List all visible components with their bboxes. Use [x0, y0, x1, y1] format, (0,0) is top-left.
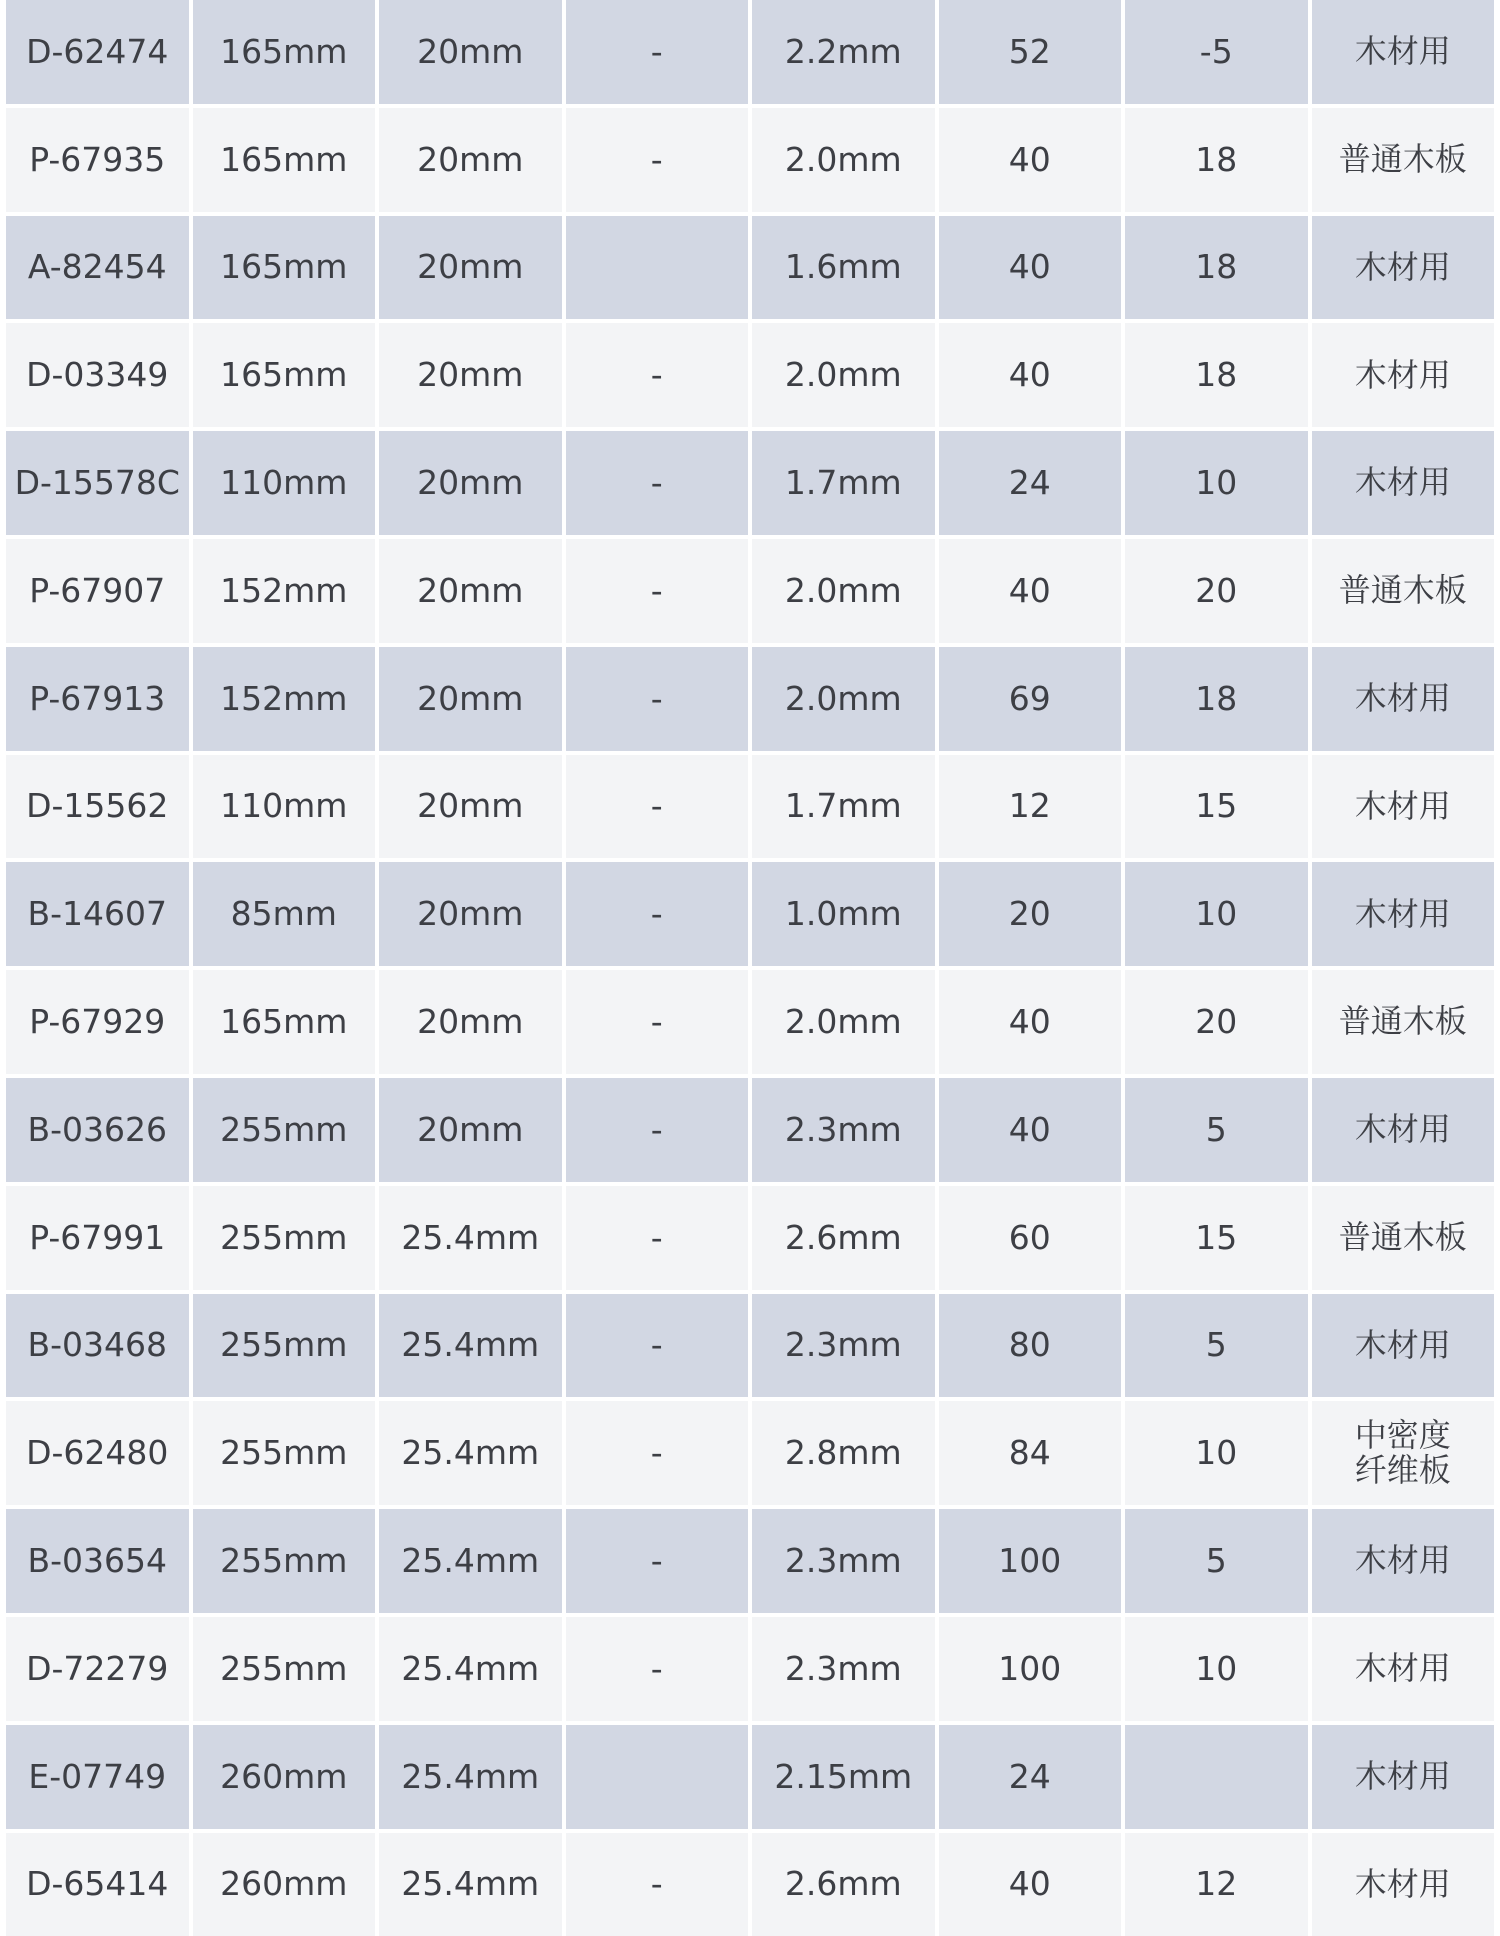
model-cell: B-03468 — [6, 1294, 189, 1398]
angle-cell: 15 — [1125, 1186, 1308, 1290]
bore-cell: 25.4mm — [379, 1833, 562, 1936]
table-row — [6, 1617, 1494, 1721]
usage-cell: 木材用 — [1312, 216, 1495, 320]
bore-cell: 25.4mm — [379, 1617, 562, 1721]
bore-cell: 20mm — [379, 108, 562, 212]
kerf-cell: 2.15mm — [752, 1725, 935, 1829]
blank-cell: - — [566, 1294, 749, 1398]
table-row — [6, 539, 1494, 643]
diameter-cell: 255mm — [193, 1617, 376, 1721]
angle-cell: 18 — [1125, 216, 1308, 320]
usage-cell: 普通木板 — [1312, 1186, 1495, 1290]
usage-cell: 木材用 — [1312, 1509, 1495, 1613]
angle-cell: 10 — [1125, 1617, 1308, 1721]
bore-cell: 20mm — [379, 755, 562, 859]
usage-cell: 木材用 — [1312, 431, 1495, 535]
diameter-cell: 165mm — [193, 970, 376, 1074]
teeth-cell: 60 — [939, 1186, 1122, 1290]
teeth-cell: 52 — [939, 0, 1122, 104]
usage-cell: 木材用 — [1312, 755, 1495, 859]
kerf-cell: 2.6mm — [752, 1833, 935, 1936]
diameter-cell: 255mm — [193, 1294, 376, 1398]
table-row — [6, 1186, 1494, 1290]
usage-cell: 木材用 — [1312, 1617, 1495, 1721]
table-row — [6, 1294, 1494, 1398]
usage-cell: 普通木板 — [1312, 970, 1495, 1074]
teeth-cell: 40 — [939, 108, 1122, 212]
table-row — [6, 1833, 1494, 1936]
teeth-cell: 100 — [939, 1509, 1122, 1613]
angle-cell: 18 — [1125, 108, 1308, 212]
kerf-cell: 2.0mm — [752, 970, 935, 1074]
table-row — [6, 1725, 1494, 1829]
table-row — [6, 755, 1494, 859]
diameter-cell: 255mm — [193, 1186, 376, 1290]
diameter-cell: 165mm — [193, 323, 376, 427]
blank-cell: - — [566, 1617, 749, 1721]
kerf-cell: 1.7mm — [752, 755, 935, 859]
teeth-cell: 40 — [939, 539, 1122, 643]
kerf-cell: 2.6mm — [752, 1186, 935, 1290]
kerf-cell: 2.3mm — [752, 1617, 935, 1721]
teeth-cell: 40 — [939, 1078, 1122, 1182]
kerf-cell: 1.6mm — [752, 216, 935, 320]
kerf-cell: 1.7mm — [752, 431, 935, 535]
angle-cell: 15 — [1125, 755, 1308, 859]
usage-cell: 木材用 — [1312, 647, 1495, 751]
table-row — [6, 216, 1494, 320]
usage-cell: 木材用 — [1312, 1078, 1495, 1182]
angle-cell: 18 — [1125, 647, 1308, 751]
bore-cell: 20mm — [379, 862, 562, 966]
bore-cell: 20mm — [379, 0, 562, 104]
teeth-cell: 40 — [939, 323, 1122, 427]
table-row — [6, 323, 1494, 427]
model-cell: D-62480 — [6, 1401, 189, 1505]
model-cell: E-07749 — [6, 1725, 189, 1829]
blank-cell: - — [566, 647, 749, 751]
table-row — [6, 0, 1494, 104]
model-cell: D-72279 — [6, 1617, 189, 1721]
angle-cell: 10 — [1125, 862, 1308, 966]
blank-cell: - — [566, 323, 749, 427]
table-row — [6, 431, 1494, 535]
angle-cell: -5 — [1125, 0, 1308, 104]
angle-cell: 20 — [1125, 970, 1308, 1074]
blank-cell: - — [566, 539, 749, 643]
usage-cell: 普通木板 — [1312, 108, 1495, 212]
angle-cell: 5 — [1125, 1078, 1308, 1182]
diameter-cell: 260mm — [193, 1725, 376, 1829]
angle-cell: 5 — [1125, 1294, 1308, 1398]
angle-cell — [1125, 1725, 1308, 1829]
teeth-cell: 12 — [939, 755, 1122, 859]
table-row — [6, 108, 1494, 212]
diameter-cell: 255mm — [193, 1401, 376, 1505]
kerf-cell: 2.0mm — [752, 323, 935, 427]
usage-cell: 木材用 — [1312, 323, 1495, 427]
angle-cell: 18 — [1125, 323, 1308, 427]
kerf-cell: 2.0mm — [752, 647, 935, 751]
blank-cell: - — [566, 862, 749, 966]
bore-cell: 25.4mm — [379, 1294, 562, 1398]
usage-cell: 木材用 — [1312, 1833, 1495, 1936]
model-cell: B-03626 — [6, 1078, 189, 1182]
teeth-cell: 84 — [939, 1401, 1122, 1505]
kerf-cell: 2.2mm — [752, 0, 935, 104]
model-cell: D-65414 — [6, 1833, 189, 1936]
blank-cell: - — [566, 1401, 749, 1505]
teeth-cell: 40 — [939, 216, 1122, 320]
diameter-cell: 110mm — [193, 431, 376, 535]
bore-cell: 20mm — [379, 216, 562, 320]
blank-cell: - — [566, 1186, 749, 1290]
teeth-cell: 40 — [939, 1833, 1122, 1936]
bore-cell: 20mm — [379, 431, 562, 535]
bore-cell: 25.4mm — [379, 1509, 562, 1613]
diameter-cell: 110mm — [193, 755, 376, 859]
table-row — [6, 1401, 1494, 1505]
blank-cell: - — [566, 108, 749, 212]
usage-cell: 木材用 — [1312, 1725, 1495, 1829]
diameter-cell: 255mm — [193, 1509, 376, 1613]
angle-cell: 20 — [1125, 539, 1308, 643]
blank-cell — [566, 216, 749, 320]
blank-cell: - — [566, 0, 749, 104]
angle-cell: 10 — [1125, 1401, 1308, 1505]
kerf-cell: 2.3mm — [752, 1078, 935, 1182]
usage-cell: 木材用 — [1312, 862, 1495, 966]
blank-cell: - — [566, 755, 749, 859]
kerf-cell: 2.3mm — [752, 1294, 935, 1398]
diameter-cell: 255mm — [193, 1078, 376, 1182]
teeth-cell: 20 — [939, 862, 1122, 966]
bore-cell: 20mm — [379, 323, 562, 427]
blank-cell: - — [566, 1833, 749, 1936]
table-row — [6, 1078, 1494, 1182]
teeth-cell: 24 — [939, 1725, 1122, 1829]
diameter-cell: 260mm — [193, 1833, 376, 1936]
model-cell: P-67913 — [6, 647, 189, 751]
usage-cell: 木材用 — [1312, 1294, 1495, 1398]
bore-cell: 20mm — [379, 539, 562, 643]
usage-cell: 普通木板 — [1312, 539, 1495, 643]
model-cell: B-03654 — [6, 1509, 189, 1613]
angle-cell: 12 — [1125, 1833, 1308, 1936]
kerf-cell: 2.8mm — [752, 1401, 935, 1505]
kerf-cell: 2.0mm — [752, 108, 935, 212]
teeth-cell: 69 — [939, 647, 1122, 751]
bore-cell: 20mm — [379, 647, 562, 751]
spec-table — [6, 0, 1494, 1920]
blank-cell: - — [566, 970, 749, 1074]
bore-cell: 25.4mm — [379, 1186, 562, 1290]
model-cell: D-15578C — [6, 431, 189, 535]
model-cell: D-15562 — [6, 755, 189, 859]
angle-cell: 5 — [1125, 1509, 1308, 1613]
angle-cell: 10 — [1125, 431, 1308, 535]
blank-cell: - — [566, 431, 749, 535]
model-cell: P-67935 — [6, 108, 189, 212]
usage-cell: 木材用 — [1312, 0, 1495, 104]
blank-cell — [566, 1725, 749, 1829]
model-cell: P-67907 — [6, 539, 189, 643]
model-cell: P-67991 — [6, 1186, 189, 1290]
model-cell: D-03349 — [6, 323, 189, 427]
table-row — [6, 970, 1494, 1074]
kerf-cell: 2.3mm — [752, 1509, 935, 1613]
kerf-cell: 2.0mm — [752, 539, 935, 643]
bore-cell: 20mm — [379, 970, 562, 1074]
diameter-cell: 165mm — [193, 108, 376, 212]
blank-cell: - — [566, 1078, 749, 1182]
model-cell: B-14607 — [6, 862, 189, 966]
model-cell: D-62474 — [6, 0, 189, 104]
table-row — [6, 1509, 1494, 1613]
diameter-cell: 165mm — [193, 0, 376, 104]
diameter-cell: 85mm — [193, 862, 376, 966]
bore-cell: 25.4mm — [379, 1401, 562, 1505]
teeth-cell: 80 — [939, 1294, 1122, 1398]
teeth-cell: 40 — [939, 970, 1122, 1074]
model-cell: A-82454 — [6, 216, 189, 320]
bore-cell: 20mm — [379, 1078, 562, 1182]
kerf-cell: 1.0mm — [752, 862, 935, 966]
blank-cell: - — [566, 1509, 749, 1613]
diameter-cell: 152mm — [193, 647, 376, 751]
table-row — [6, 862, 1494, 966]
model-cell: P-67929 — [6, 970, 189, 1074]
teeth-cell: 100 — [939, 1617, 1122, 1721]
usage-cell: 中密度 纤维板 — [1312, 1401, 1495, 1505]
teeth-cell: 24 — [939, 431, 1122, 535]
diameter-cell: 152mm — [193, 539, 376, 643]
diameter-cell: 165mm — [193, 216, 376, 320]
table-row — [6, 647, 1494, 751]
bore-cell: 25.4mm — [379, 1725, 562, 1829]
